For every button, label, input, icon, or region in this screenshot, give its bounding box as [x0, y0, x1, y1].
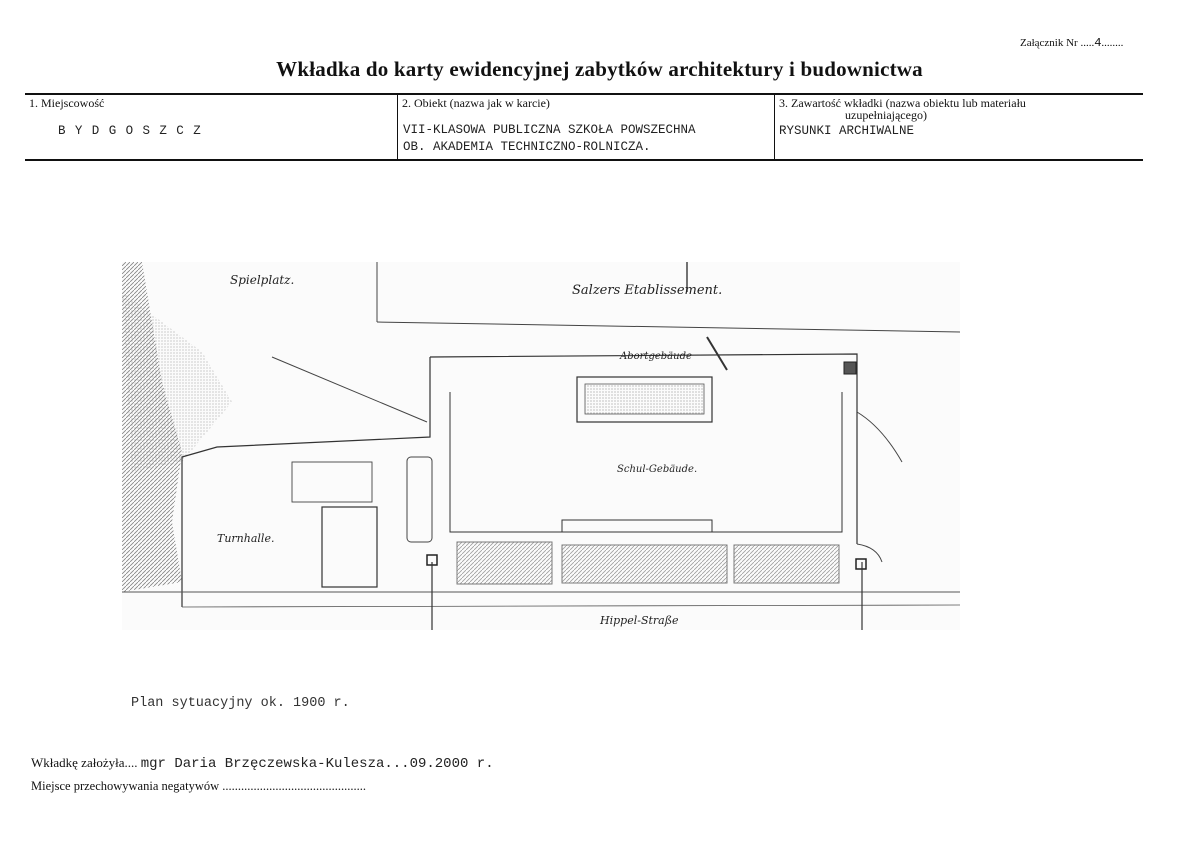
object-cell: [397, 95, 774, 159]
header-table: [25, 93, 1143, 161]
turnhalle-label: Turnhalle.: [217, 532, 275, 545]
hippel-label: Hippel-Straße: [600, 614, 679, 627]
storage-line: Miejsce przechowywania negatywów ..............................................: [31, 779, 366, 793]
content-cell: [774, 95, 1143, 159]
locality-label: 1. Miejscowość: [29, 96, 105, 110]
spielplatz-label: Spielplatz.: [230, 273, 295, 287]
locality-value: BYDGOSZCZ: [58, 124, 211, 138]
content-label: 3. Zawartość wkładki (nazwa obiektu lub materiału uzupełniającego): [779, 96, 1026, 122]
object-value: VII-KLASOWA PUBLICZNA SZKOŁA POWSZECHNA OB. AKADEMIA TECHNICZNO-ROLNICZA.: [403, 123, 696, 154]
schulgebaude-label: Schul-Gebäude.: [617, 464, 698, 475]
plan-caption: Plan sytuacyjny ok. 1900 r.: [131, 696, 350, 711]
site-plan-drawing: [122, 262, 960, 630]
abortgebaude-label: Abortgebäude: [620, 351, 692, 362]
founded-by-name: mgr Daria Brzęczewska-Kulesza: [140, 756, 385, 772]
attachment-number: Załącznik Nr .....4........: [1020, 36, 1124, 50]
page-title: Wkładka do karty ewidencyjnej zabytków architektury i budownictwa: [276, 57, 923, 81]
locality-cell: [25, 95, 397, 159]
object-label: 2. Obiekt (nazwa jak w karcie): [402, 96, 550, 110]
salzers-label: Salzers Etablissement.: [572, 283, 723, 298]
founded-by-line: Wkładkę założyła.... mgr Daria Brzęczewska-Kulesza...09.2000 r.: [31, 755, 494, 772]
content-value: RYSUNKI ARCHIWALNE: [779, 124, 915, 138]
